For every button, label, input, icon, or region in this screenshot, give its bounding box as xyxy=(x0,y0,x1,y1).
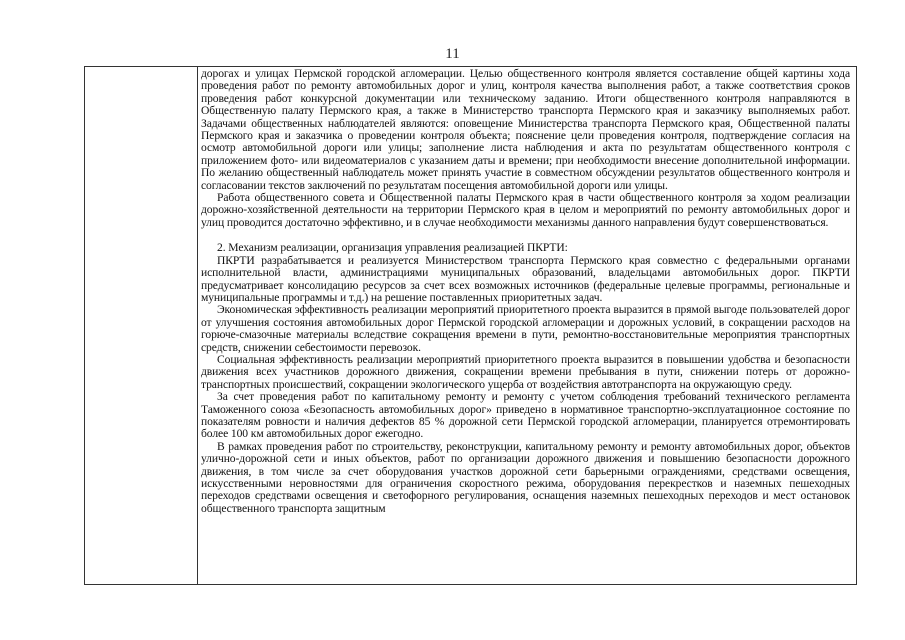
paragraph: Социальная эффективность реализации мероприятий приоритетного проекта выразится в повышении удобства и безопасности движения всех участников дорожного движения, сокращении времени пребывания в пути, снижении потерь от дорожно-транспортных происшествий, сокращении экологического ущерба от воздействия автотранспорта на окружающую среду. xyxy=(201,352,850,391)
paragraph: За счет проведения работ по капитальному ремонту и ремонту с учетом соблюдения требований технического регламента Таможенного союза «Безопасность автомобильных дорог» приведено в нормативное транспортно-эксплуатационное состояние по показателям ровности и наличия дефектов 85 % дорожной сети Пермской городской агломерации, планируется отремонтировать более 100 км автомобильных дорог ежегодно. xyxy=(201,390,850,441)
paragraph: Работа общественного совета и Общественной палаты Пермского края в части общественного контроля за ходом реализации дорожно-хозяйственной деятельности на территории Пермского края в целом и мероприятий по ремонту автомобильных дорог и улиц проводится достаточно эффективно, и в случае необходимости механизмы данного направления будут совершенствоваться. xyxy=(201,191,850,229)
table-left-column xyxy=(85,67,198,584)
section-heading: 2. Механизм реализации, организация управления реализацией ПКРТИ: xyxy=(217,241,568,255)
paragraph: Экономическая эффективность реализации мероприятий приоритетного проекта выразится в прямой выгоде пользователей дорог от улучшения состояния автомобильных дорог Пермской городской агломерации и дорожных условий, в сокращении расходов на горюче-смазочные материалы вследствие сокращения времени в пути, ремонтно-восстановительные мероприятия транспортных средств, снижении себестоимости перевозок. xyxy=(201,303,850,354)
table-text-column xyxy=(198,67,856,584)
paragraph: дорогах и улицах Пермской городской агломерации. Целью общественного контроля является составление общей картины хода проведения работ по ремонту автомобильных дорог и улиц, контроля качества выполнения работ, а также соответствия сроков проведения работ конкурсной документации или техническому заданию. Итоги общественного контроля направляются в Общественную палату Пермского края, а также в Министерство транспорта Пермского края и заказчику выполняемых работ. Задачами общественных наблюдателей являются: оповещение Министерства транспорта Пермского края, Общественной палаты Пермского края и заказчика о проведении контроля объекта; пояснение цели проведения контроля, подтверждение согласия на осмотр автомобильной дороги или улицы; заполнение листа наблюдения и акта по результатам общественного контроля с приложением фото- или видеоматериалов с указанием даты и времени; при необходимости внесение дополнительной информации. По желанию общественный наблюдатель может принять участие в совместном обсуждении результатов общественного контроля и согласовании текстов заключений по результатам посещения автомобильной дороги или улицы. xyxy=(201,67,850,192)
paragraph: В рамках проведения работ по строительству, реконструкции, капитальному ремонту и ремонту автомобильных дорог, объектов улично-дорожной сети и иных объектов, работ по организации дорожного движения и повышению безопасности дорожного движения, в том числе за счет оборудования участков дорожной сети барьерными ограждениями, средствами освещения, искусственными неровностями для ограничения скоростного режима, оборудования перекрестков и наземных пешеходных переходов средствами освещения и светофорного регулирования, оснащения наземных пешеходных переходов и мест остановок общественного транспорта защитным xyxy=(201,439,850,515)
paragraph: ПКРТИ разрабатывается и реализуется Министерством транспорта Пермского края совместно с федеральными органами исполнительной власти, администрациями муниципальных образований, владельцами автомобильных дорог. ПКРТИ предусматривает консолидацию ресурсов за счет всех возможных источников (федеральные целевые программы, региональные и муниципальные программы и т.д.) на решение поставленных приоритетных задач. xyxy=(201,253,850,304)
document-table xyxy=(84,66,857,585)
page-number: 11 xyxy=(445,46,460,62)
